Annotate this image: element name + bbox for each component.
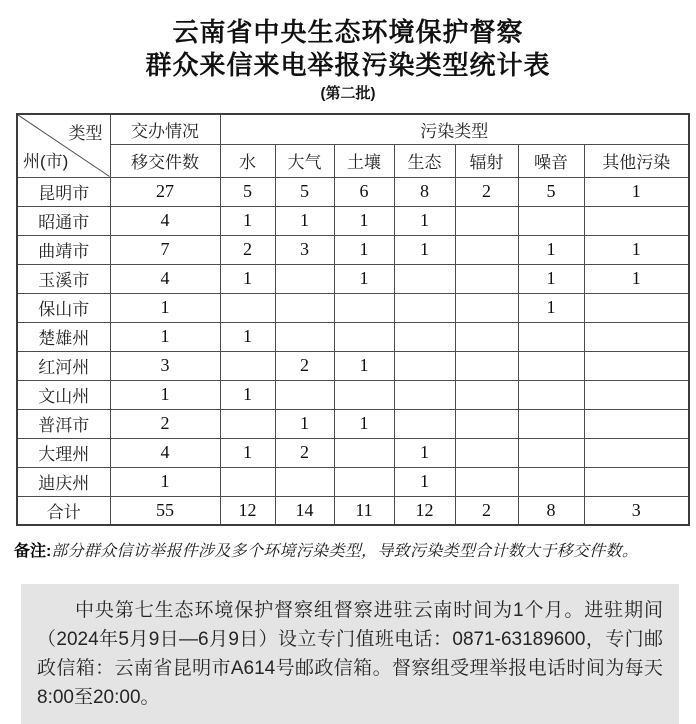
- value-cell: [394, 409, 455, 438]
- value-cell: [455, 264, 518, 293]
- corner-header-cell: [17, 114, 110, 177]
- value-cell: [275, 293, 334, 322]
- value-cell: [584, 293, 689, 322]
- value-cell: 3: [275, 235, 334, 264]
- value-cell: 1: [518, 293, 584, 322]
- page-subtitle: (第二批): [320, 85, 376, 102]
- transferred-cell: 55: [110, 496, 220, 525]
- value-cell: 2: [455, 496, 518, 525]
- header-soil: 土壤: [334, 144, 394, 177]
- value-cell: [334, 467, 394, 496]
- value-cell: 1: [584, 177, 689, 206]
- value-cell: [518, 322, 584, 351]
- region-cell-total: 合计: [17, 496, 110, 525]
- value-cell: [518, 351, 584, 380]
- value-cell: 1: [394, 438, 455, 467]
- value-cell: 11: [334, 496, 394, 525]
- value-cell: [455, 438, 518, 467]
- value-cell: [584, 380, 689, 409]
- value-cell: [394, 380, 455, 409]
- value-cell: [455, 351, 518, 380]
- value-cell: [334, 380, 394, 409]
- header-noise: 噪音: [518, 144, 584, 177]
- value-cell: 6: [334, 177, 394, 206]
- value-cell: [518, 206, 584, 235]
- header-other: 其他污染: [584, 144, 689, 177]
- value-cell: 5: [220, 177, 275, 206]
- value-cell: [518, 438, 584, 467]
- value-cell: [220, 409, 275, 438]
- value-cell: [455, 235, 518, 264]
- header-transferred: 移交件数: [110, 144, 220, 177]
- region-cell: 昆明市: [17, 177, 110, 206]
- value-cell: 2: [455, 177, 518, 206]
- value-cell: 1: [275, 409, 334, 438]
- table-row: [17, 206, 689, 235]
- transferred-cell: 7: [110, 235, 220, 264]
- table-row: [17, 438, 689, 467]
- value-cell: 2: [275, 351, 334, 380]
- region-cell: 文山州: [17, 380, 110, 409]
- value-cell: 12: [394, 496, 455, 525]
- value-cell: [584, 322, 689, 351]
- transferred-cell: 1: [110, 293, 220, 322]
- value-cell: [584, 206, 689, 235]
- value-cell: [394, 351, 455, 380]
- value-cell: [455, 322, 518, 351]
- value-cell: 1: [334, 264, 394, 293]
- value-cell: 1: [518, 235, 584, 264]
- value-cell: [584, 438, 689, 467]
- transferred-cell: 1: [110, 380, 220, 409]
- value-cell: [584, 351, 689, 380]
- table-row-total: [17, 496, 689, 525]
- header-pollution-type: 污染类型: [220, 114, 689, 144]
- transferred-cell: 3: [110, 351, 220, 380]
- value-cell: [334, 438, 394, 467]
- value-cell: [455, 380, 518, 409]
- value-cell: 1: [584, 264, 689, 293]
- value-cell: 1: [334, 409, 394, 438]
- value-cell: [334, 322, 394, 351]
- region-cell: 玉溪市: [17, 264, 110, 293]
- table-row: [17, 322, 689, 351]
- region-cell: 楚雄州: [17, 322, 110, 351]
- value-cell: [455, 206, 518, 235]
- value-cell: [275, 322, 334, 351]
- corner-label-type: 类型: [68, 124, 103, 143]
- header-ecology: 生态: [394, 144, 455, 177]
- transferred-cell: 4: [110, 206, 220, 235]
- value-cell: 1: [334, 206, 394, 235]
- note-text: 部分群众信访举报件涉及多个环境污染类型，导致污染类型合计数大于移交件数。: [51, 543, 639, 560]
- corner-label-region: 州(市): [23, 151, 69, 171]
- value-cell: 2: [275, 438, 334, 467]
- table-row: [17, 380, 689, 409]
- transferred-cell: 1: [110, 467, 220, 496]
- value-cell: 1: [518, 264, 584, 293]
- header-water: 水: [220, 144, 275, 177]
- value-cell: 1: [220, 380, 275, 409]
- value-cell: 1: [334, 351, 394, 380]
- table-row: [17, 177, 689, 206]
- statistics-table: [16, 113, 690, 526]
- region-cell: 保山市: [17, 293, 110, 322]
- region-cell: 红河州: [17, 351, 110, 380]
- value-cell: [455, 467, 518, 496]
- note: [14, 541, 682, 563]
- value-cell: [394, 322, 455, 351]
- table-row: [17, 235, 689, 264]
- value-cell: 1: [275, 206, 334, 235]
- value-cell: [518, 409, 584, 438]
- value-cell: [220, 351, 275, 380]
- page-title-line2: 群众来信来电举报污染类型统计表: [145, 50, 551, 80]
- value-cell: 1: [394, 235, 455, 264]
- region-cell: 昭通市: [17, 206, 110, 235]
- transferred-cell: 27: [110, 177, 220, 206]
- value-cell: 5: [275, 177, 334, 206]
- value-cell: [275, 380, 334, 409]
- value-cell: [275, 467, 334, 496]
- header-handling: 交办情况: [110, 114, 220, 144]
- transferred-cell: 2: [110, 409, 220, 438]
- table-row: [17, 264, 689, 293]
- transferred-cell: 1: [110, 322, 220, 351]
- value-cell: 8: [518, 496, 584, 525]
- value-cell: 5: [518, 177, 584, 206]
- transferred-cell: 4: [110, 438, 220, 467]
- table-row: [17, 293, 689, 322]
- value-cell: 1: [334, 235, 394, 264]
- region-cell: 迪庆州: [17, 467, 110, 496]
- region-cell: 曲靖市: [17, 235, 110, 264]
- value-cell: 8: [394, 177, 455, 206]
- value-cell: 1: [220, 322, 275, 351]
- value-cell: [334, 293, 394, 322]
- title-block: [0, 0, 696, 103]
- value-cell: 1: [394, 467, 455, 496]
- header-radiation: 辐射: [455, 144, 518, 177]
- table-row: [17, 351, 689, 380]
- value-cell: 14: [275, 496, 334, 525]
- note-label: 备注:: [14, 543, 52, 560]
- value-cell: [518, 380, 584, 409]
- value-cell: [518, 467, 584, 496]
- value-cell: [394, 293, 455, 322]
- value-cell: [220, 467, 275, 496]
- value-cell: [455, 293, 518, 322]
- value-cell: 1: [584, 235, 689, 264]
- footer-info-box: [21, 584, 679, 724]
- value-cell: [394, 264, 455, 293]
- footer-text: 中央第七生态环境保护督察组督察进驻云南时间为1个月。进驻期间（2024年5月9日—6月9日）设立专门值班电话：0871-63189600，专门邮政信箱：云南省昆明市A614号邮政信箱。督察组受理举报电话时间为每天8:00至20:00。: [37, 600, 663, 708]
- value-cell: [584, 467, 689, 496]
- header-air: 大气: [275, 144, 334, 177]
- region-cell: 大理州: [17, 438, 110, 467]
- value-cell: 1: [220, 264, 275, 293]
- value-cell: 2: [220, 235, 275, 264]
- value-cell: 1: [220, 438, 275, 467]
- value-cell: [584, 409, 689, 438]
- transferred-cell: 4: [110, 264, 220, 293]
- page-title-line1: 云南省中央生态环境保护督察: [172, 17, 524, 47]
- table-row: [17, 409, 689, 438]
- value-cell: 1: [394, 206, 455, 235]
- value-cell: 1: [220, 206, 275, 235]
- value-cell: 3: [584, 496, 689, 525]
- table-row: [17, 467, 689, 496]
- value-cell: [455, 409, 518, 438]
- value-cell: 12: [220, 496, 275, 525]
- value-cell: [275, 264, 334, 293]
- region-cell: 普洱市: [17, 409, 110, 438]
- value-cell: [220, 293, 275, 322]
